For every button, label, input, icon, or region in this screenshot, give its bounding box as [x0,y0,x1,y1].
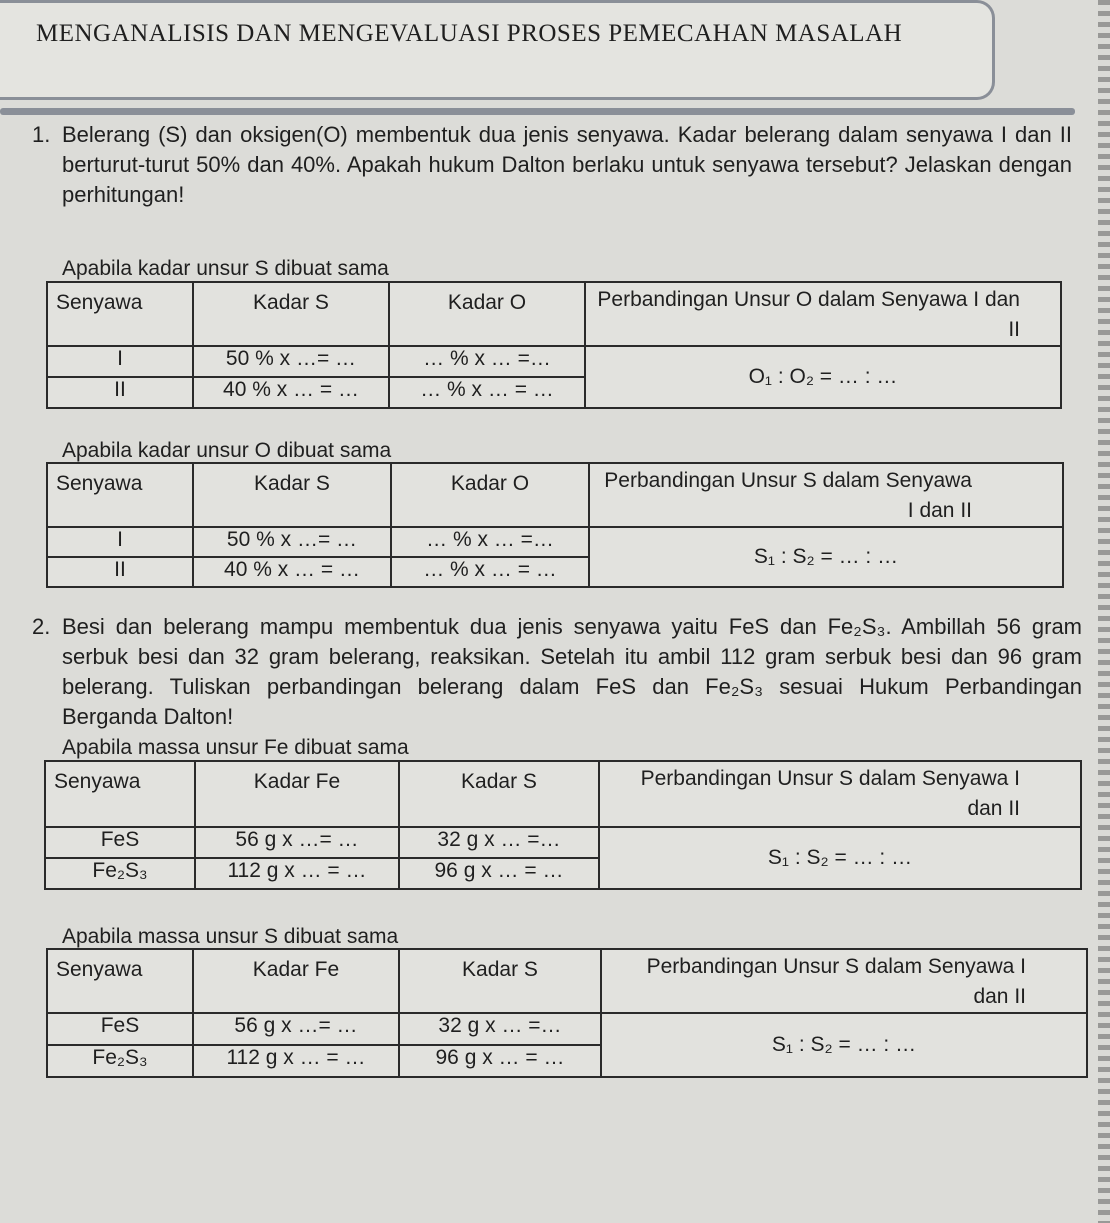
header-cell: Kadar S [399,949,601,1013]
header-cell: Senyawa [47,463,193,527]
table-cell: 32 g x … =… [399,1013,601,1045]
table-4 [46,948,1088,1078]
table-cell: 50 % x …= … [193,527,391,557]
ratio-cell: S₁ : S₂ = … : … [601,1013,1087,1077]
table-cell: FeS [47,1013,193,1045]
table-cell: 112 g x … = … [193,1045,399,1077]
table-2 [46,462,1064,588]
table-cell: 32 g x … =… [399,827,599,858]
table-cell: 96 g x … = … [399,858,599,889]
question-number: 1. [32,122,51,147]
binding-edge [1098,0,1110,1223]
table-cell: II [47,377,193,408]
section-title: MENGANALISIS DAN MENGEVALUASI PROSES PEMECAHAN MASALAH [36,20,903,47]
table-cell: I [47,346,193,377]
header-cell: Perbandingan Unsur O dalam Senyawa I dan II [585,282,1061,346]
table-caption: Apabila massa unsur Fe dibuat sama [62,736,409,759]
question-text: Besi dan belerang mampu membentuk dua jenis senyawa yaitu FeS dan Fe₂S₃. Ambillah 56 gram serbuk besi dan 32 gram belerang, reaksikan. Setelah itu ambil 112 gram serbuk besi dan 96 gram belerang. Tuliskan perbandingan belerang dalam FeS dan Fe₂S₃ sesuai Hukum Perbandingan Berganda Dalton! [62,614,1082,729]
header-cell: Perbandingan Unsur S dalam Senyawa I dan II [589,463,1063,527]
question-text: Belerang (S) dan oksigen(O) membentuk dua jenis senyawa. Kadar belerang dalam senyawa I dan II berturut-turut 50% dan 40%. Apakah hukum Dalton berlaku untuk senyawa tersebut? Jelaskan dengan perhitungan! [62,122,1072,207]
header-cell: Senyawa [47,282,193,346]
question-1 [32,120,1072,210]
header-cell: Perbandingan Unsur S dalam Senyawa I dan II [599,761,1081,827]
table-cell: … % x … =… [389,346,585,377]
ratio-cell: S₁ : S₂ = … : … [599,827,1081,889]
table-cell: 112 g x … = … [195,858,399,889]
table-cell: 50 % x …= … [193,346,389,377]
table-cell: … % x … = … [389,377,585,408]
ratio-cell: O₁ : O₂ = … : … [585,346,1061,408]
table-cell: 96 g x … = … [399,1045,601,1077]
header-cell: Kadar Fe [195,761,399,827]
question-2 [32,612,1082,732]
table-cell: … % x … = … [391,557,589,587]
header-divider [0,108,1075,115]
header-cell: Kadar S [399,761,599,827]
header-cell: Kadar O [391,463,589,527]
ratio-cell: S₁ : S₂ = … : … [589,527,1063,587]
table-1 [46,281,1062,409]
header-cell: Kadar Fe [193,949,399,1013]
table-caption: Apabila massa unsur S dibuat sama [62,925,399,948]
header-cell: Perbandingan Unsur S dalam Senyawa I dan II [601,949,1087,1013]
header-cell: Kadar S [193,282,389,346]
question-number: 2. [32,614,51,639]
table-cell: FeS [45,827,195,858]
table-cell: 40 % x … = … [193,557,391,587]
table-cell: Fe₂S₃ [47,1045,193,1077]
header-cell: Kadar O [389,282,585,346]
header-cell: Kadar S [193,463,391,527]
table-cell: … % x … =… [391,527,589,557]
table-cell: II [47,557,193,587]
table-3 [44,760,1082,890]
table-caption: Apabila kadar unsur S dibuat sama [62,257,389,280]
header-cell: Senyawa [45,761,195,827]
header-cell: Senyawa [47,949,193,1013]
table-caption: Apabila kadar unsur O dibuat sama [62,439,392,462]
table-cell: 40 % x … = … [193,377,389,408]
table-cell: Fe₂S₃ [45,858,195,889]
table-cell: I [47,527,193,557]
table-cell: 56 g x …= … [193,1013,399,1045]
table-cell: 56 g x …= … [195,827,399,858]
